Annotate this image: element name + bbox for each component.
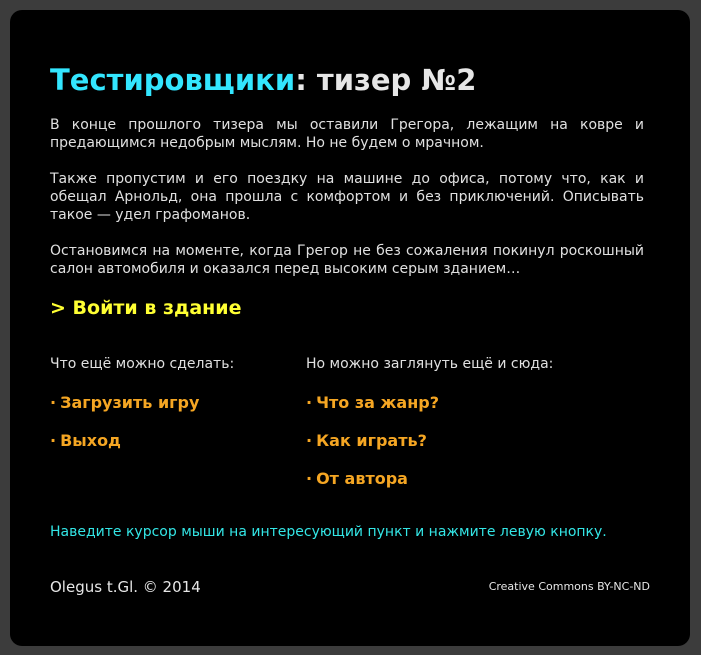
enter-building-link[interactable]: > Войти в здание [50,297,242,319]
title-colon: : [295,63,307,97]
exit-link[interactable] [50,431,121,451]
story-paragraph-3: Остановимся на моменте, когда Грегор не без сожаления покинул роскошный салон автомобиля и оказался перед высоким серым зданием… [50,243,644,277]
bullet-icon: · [306,469,313,488]
story-paragraph-2: Также пропустим и его поездку на машине до офиса, потому что, как и обещал Арнольд, она прошла с комфортом и без приключений. Описывать такое — удел графоманов. [50,171,644,223]
bullet-icon: · [50,431,57,450]
title-subtitle: тизер №2 [316,63,477,97]
license-text: Creative Commons BY-NC-ND [488,580,650,593]
right-column-heading: Но можно заглянуть ещё и сюда: [306,356,554,372]
genre-link[interactable] [306,393,439,413]
hint-text: Наведите курсор мыши на интересующий пункт и нажмите левую кнопку. [50,524,607,540]
load-game-label: Загрузить игру [60,393,200,412]
bullet-icon: · [50,393,57,412]
left-column-heading: Что ещё можно сделать: [50,356,235,372]
bullet-icon: · [306,431,313,450]
about-author-label: От автора [316,469,408,488]
author-credit: Olegus t.Gl. © 2014 [50,578,201,596]
game-panel [10,10,690,646]
exit-label: Выход [60,431,121,450]
how-to-play-link[interactable] [306,431,427,451]
how-to-play-label: Как играть? [316,431,427,450]
genre-label: Что за жанр? [316,393,440,412]
page-title [50,62,476,98]
title-game-name: Тестировщики [50,63,296,97]
bullet-icon: · [306,393,313,412]
story-paragraph-1: В конце прошлого тизера мы оставили Грегора, лежащим на ковре и предающимся недобрым мыслям. Но не будем о мрачном. [50,117,644,151]
load-game-link[interactable] [50,393,199,413]
about-author-link[interactable] [306,469,408,489]
